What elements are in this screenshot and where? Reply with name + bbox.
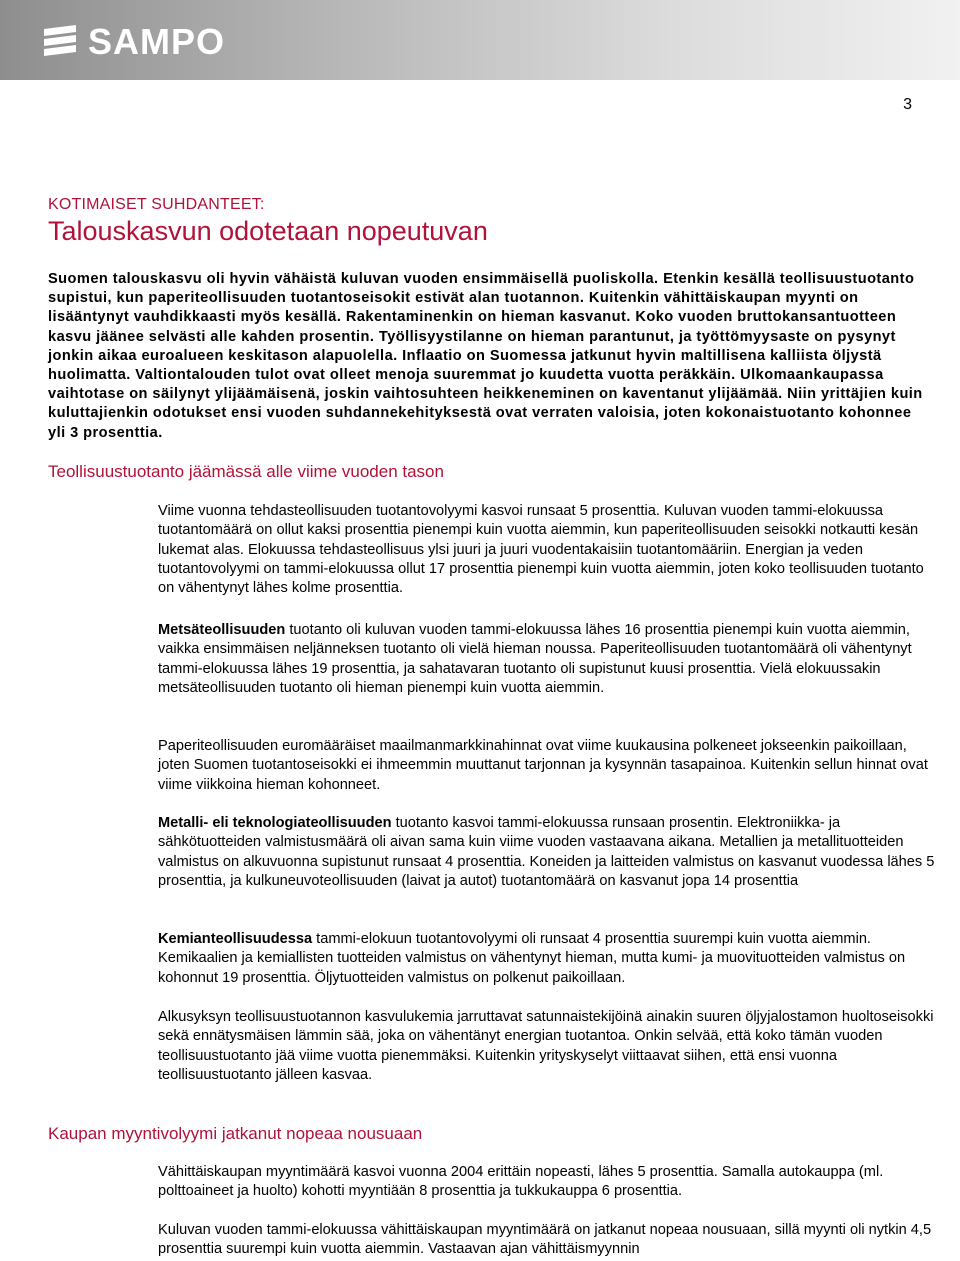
- paragraph-outlook: Alkusyksyn teollisuustuotannon kasvulukemia jarruttavat satunnaistekijöinä ainakin suuren öljyjalostamon huoltoseisokki sekä ennätysmäisen lämmin sää, joka on vähentänyt energian tuotantoa. Onkin selvää, että koko tämän vuoden teollisuustuotanto jää viime vuotta pienemmäksi. Kuitenkin yrityskyselyt viittaavat siihen, että ensi vuonna teollisuustuotanto jälleen kasvaa.: [158, 1009, 934, 1083]
- paragraph-forest-industry: [158, 621, 938, 698]
- paragraph-industry-1: Viime vuonna tehdasteollisuuden tuotantovolyymi kasvoi runsaat 5 prosenttia. Kuluvan vuoden tammi-elokuussa tuotantomäärä on ollut kaksi prosenttia pienempi kuin vuotta aiemmin, kun paperiteollisuuden seisokki notkautti kesän lukemat alas. Elokuussa tehdasteollisuus ylsi juuri ja juuri vuodentakaisiin tuotantomääriin. Energian ja veden tuotantovolyymi on tammi-elokuussa ollut 17 prosenttia pienempi kuin vuotta aiemmin, joten koko teollisuuden tuotanto on vähentynyt lähes kolme prosenttia.: [158, 503, 924, 597]
- paragraph-retail-1: Vähittäiskaupan myyntimäärä kasvoi vuonna 2004 erittäin nopeasti, lähes 5 prosenttia. Samalla autokauppa (ml. polttoaineet ja huolto) kohotti myyntiään 8 prosenttia ja tukkukauppa 6 prosenttia.: [158, 1164, 884, 1200]
- page-number: 3: [903, 96, 912, 113]
- lead-paragraph: Suomen talouskasvu oli hyvin vähäistä kuluvan vuoden ensimmäisellä puoliskolla. Etenkin kesällä teollisuustuotanto supistui, kun paperiteollisuuden tuotantoseisokit estivät alan tuotannon. Kuitenkin vähittäiskaupan myynti on lisääntynyt vauhdikkaasti myös kesällä. Rakentaminenkin on hieman kasvanut. Koko vuoden bruttokansantuotteen kasvu jäänee selvästi alle kahden prosentin. Työllisyystilanne on hieman parantunut, ja työttömyysaste on pysynyt jonkin aikaa euroalueen keskitason alapuolella. Inflaatio on Suomessa jatkunut hyvin maltillisena kalliista öljystä huolimatta. Valtiontalouden tulot ovat olleet menoja suuremmat jo kuudetta vuotta peräkkäin. Ulkomaankaupassa vaihtotase on säilynyt ylijäämäisenä, joskin vaihtosuhteen heikkeneminen on kaventanut ylijäämää. Niin yrittäjien kuin kuluttajienkin odotukset ensi vuoden suhdannekehityksestä ovat verraten valoisia, joten kokonaistuotanto kohonnee yli 3 prosenttia.: [48, 271, 923, 441]
- forest-industry-text: tuotanto oli kuluvan vuoden tammi-elokuussa lähes 16 prosenttia pienempi kuin vuotta aiemmin, vaikka ensimmäisen neljänneksen tuotanto oli vielä hieman noussa. Paperiteollisuuden tuotantomäärä oli vähentynyt tammi-elokuussa lähes 19 prosenttia, ja sahatavaran tuotanto oli supistunut kuusi prosenttia. Vielä elokuussakin metsäteollisuuden tuotanto oli hieman pienempi kuin vuotta aiemmin.: [158, 622, 912, 696]
- paragraph-retail-2: Kuluvan vuoden tammi-elokuussa vähittäiskaupan myyntimäärä on jatkanut nopeaa nousuaan, sillä myynti oli nytkin 4,5 prosenttia suurempi kuin vuotta aiemmin. Vastaavan ajan vähittäismyynnin: [158, 1222, 932, 1258]
- section-overline: KOTIMAISET SUHDANTEET:: [48, 196, 265, 213]
- section-heading-industry: Teollisuustuotanto jäämässä alle viime vuoden tason: [48, 462, 444, 481]
- header-banner: [0, 0, 960, 80]
- logo-text: SAMPO: [88, 21, 226, 62]
- technology-industry-text: tuotanto kasvoi tammi-elokuussa runsaan prosentin. Elektroniikka- ja sähkötuotteiden valmistusmäärä oli aivan sama kuin viime vuoden vastaavana aikana. Metallien ja metallituotteiden valmistus on alkuvuonna supistunut runsaat 4 prosenttia. Koneiden ja laitteiden valmistus on kasvanut vuodessa lähes 5 prosenttia, ja kulkuneuvoteollisuuden (laivat ja autot) tuotantomäärä on kasvanut jopa 14 prosenttia: [158, 815, 935, 889]
- paragraph-paper-prices: Paperiteollisuuden euromääräiset maailmanmarkkinahinnat ovat viime kuukausina polkeneet jokseenkin paikoillaan, joten Suomen tuotantoseisokki ei ihmeemmin muuttanut tarjonnan ja kysynnän tasapainoa. Kuitenkin sellun hinnat ovat viime viikkoina hieman kohonneet.: [158, 738, 928, 793]
- sampo-logo: [40, 20, 225, 64]
- section-heading-trade: Kaupan myyntivolyymi jatkanut nopeaa nousuaan: [48, 1124, 423, 1143]
- chemical-industry-term: Kemianteollisuudessa: [158, 931, 313, 947]
- paragraph-chemical-industry: [158, 930, 938, 988]
- chemical-industry-text: tammi-elokuun tuotantovolyymi oli runsaat 4 prosenttia suurempi kuin vuotta aiemmin. Kemikaalien ja kemiallisten tuotteiden valmistus on vähentynyt hieman, mutta kumi- ja muovituotteiden valmistus on kohonnut 19 prosenttia. Öljytuotteiden valmistus on polkenut paikoillaan.: [158, 931, 906, 986]
- sampo-mark-icon: [40, 23, 80, 61]
- technology-industry-term: Metalli- eli teknologiateollisuuden: [158, 815, 392, 831]
- forest-industry-term: Metsäteollisuuden: [158, 622, 286, 638]
- paragraph-technology-industry: [158, 814, 938, 891]
- page-title: Talouskasvun odotetaan nopeutuvan: [48, 216, 488, 246]
